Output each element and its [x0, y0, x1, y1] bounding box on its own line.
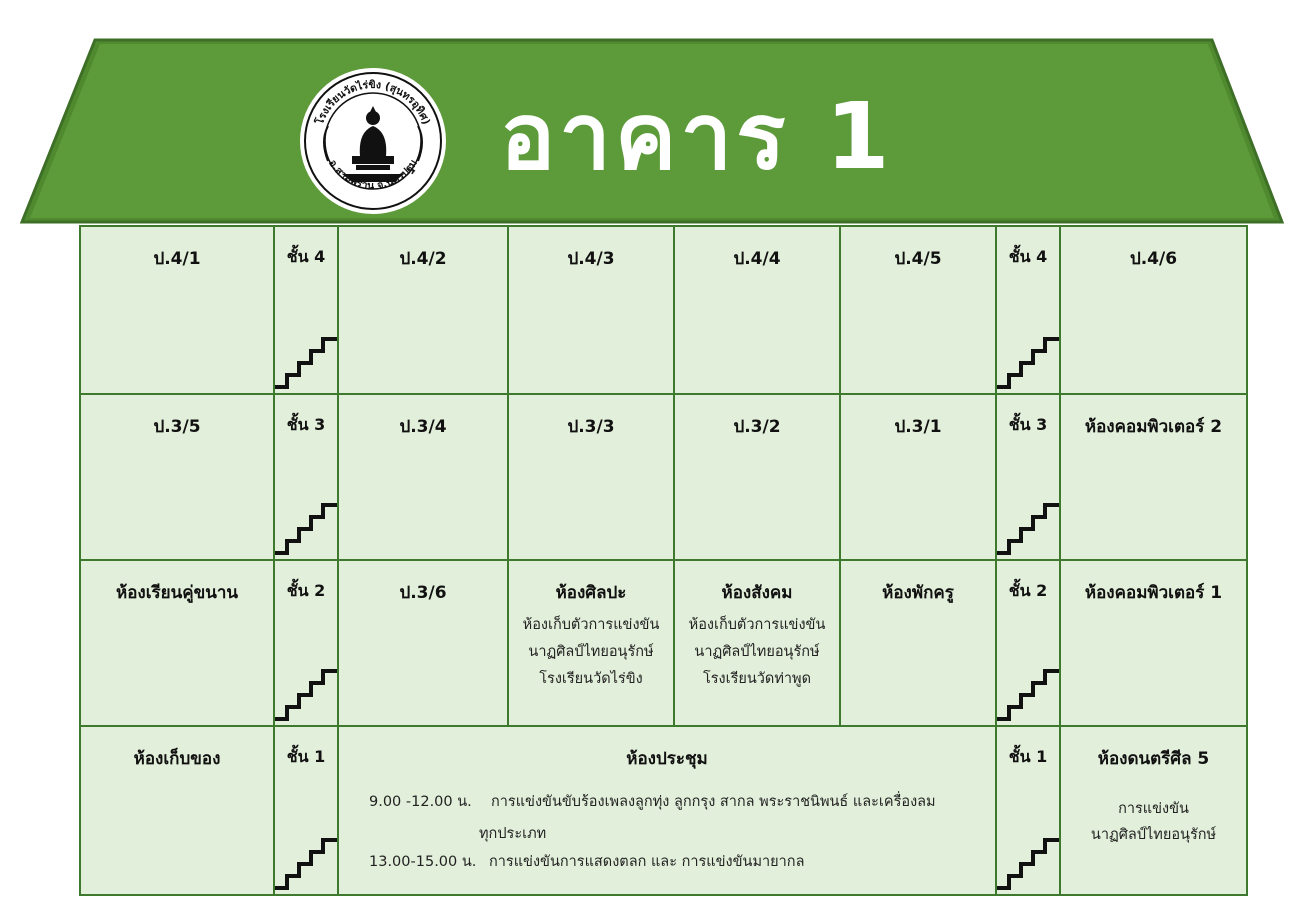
- room-p3-3: ป.3/3: [507, 393, 675, 561]
- stairs-left-floor-3: [273, 393, 339, 561]
- schedule-desc-morning-cont: ทุกประเภท: [479, 826, 547, 842]
- floor-label: ชั้น 3: [1008, 415, 1048, 434]
- floor-label: ชั้น 4: [1008, 247, 1048, 266]
- room-note: โรงเรียนวัดท่าพูด: [702, 671, 812, 687]
- school-logo: [298, 66, 448, 216]
- room-p4-4: ป.4/4: [673, 225, 841, 395]
- room-note: นาฏศิลป์ไทยอนุรักษ์: [694, 644, 820, 660]
- room-note: ห้องเก็บตัวการแข่งขัน: [688, 617, 826, 633]
- stairs-left-floor-2: [273, 559, 339, 727]
- floor-label: ชั้น 4: [286, 247, 326, 266]
- room-p3-6: ป.3/6: [337, 559, 509, 727]
- stairs-icon: [997, 832, 1063, 892]
- stairs-icon: [997, 331, 1063, 391]
- room-p4-5: ป.4/5: [839, 225, 997, 395]
- room-music: ห้องดนตรีศีล 5 การแข่งขัน นาฏศิลป์ไทยอนุรักษ์: [1059, 725, 1248, 896]
- room-p4-2: ป.4/2: [337, 225, 509, 395]
- stairs-right-floor-1: [995, 725, 1061, 896]
- building-title: อาคาร 1: [500, 83, 894, 190]
- room-computer-2: ห้องคอมพิวเตอร์ 2: [1059, 393, 1248, 561]
- room-note: นาฏศิลป์ไทยอนุรักษ์: [1090, 827, 1217, 843]
- stairs-right-floor-4: [995, 225, 1061, 395]
- floor-label: ชั้น 3: [286, 415, 326, 434]
- stairs-icon: [997, 663, 1063, 723]
- stairs-left-floor-4: [273, 225, 339, 395]
- logo-text-top: โรงเรียนวัดไร่ขิง (สุนทรอุทิศ): [313, 78, 433, 127]
- schedule-desc-afternoon: การแข่งขันการแสดงตลก และ การแข่งขันมายากล: [489, 854, 805, 870]
- room-p3-1: ป.3/1: [839, 393, 997, 561]
- logo-text-bottom: อ.สามพราน จ.นครปฐม: [326, 157, 420, 193]
- room-p3-5: ป.3/5: [79, 393, 275, 561]
- room-teachers-lounge: ห้องพักครู: [839, 559, 997, 727]
- room-social: ห้องสังคม ห้องเก็บตัวการแข่งขัน นาฏศิลป์ไทยอนุรักษ์ โรงเรียนวัดท่าพูด: [673, 559, 841, 727]
- room-p4-1: ป.4/1: [79, 225, 275, 395]
- room-p4-3: ป.4/3: [507, 225, 675, 395]
- room-note: ห้องเก็บตัวการแข่งขัน: [522, 617, 660, 633]
- floor-label: ชั้น 2: [286, 581, 326, 600]
- room-parallel-class: ห้องเรียนคู่ขนาน: [79, 559, 275, 727]
- stairs-icon: [997, 497, 1063, 557]
- room-note: การแข่งขัน: [1118, 801, 1189, 817]
- schedule-time-morning: 9.00 -12.00 น.: [369, 794, 472, 810]
- stairs-right-floor-2: [995, 559, 1061, 727]
- floor-label: ชั้น 1: [1008, 747, 1048, 766]
- schedule-time-afternoon: 13.00-15.00 น.: [369, 854, 477, 870]
- stairs-icon: [275, 663, 341, 723]
- room-p3-2: ป.3/2: [673, 393, 841, 561]
- floor-label: ชั้น 1: [286, 747, 326, 766]
- room-p3-4: ป.3/4: [337, 393, 509, 561]
- room-note: นาฏศิลป์ไทยอนุรักษ์: [528, 644, 654, 660]
- room-computer-1: ห้องคอมพิวเตอร์ 1: [1059, 559, 1248, 727]
- room-meeting-hall: ห้องประชุม 9.00 -12.00 น. การแข่งขันขับร้องเพลงลูกทุ่ง ลูกกรุง สากล พระราชนิพนธ์ และเครื่องลม ทุกประเภท 13.00-15.00 น. การแข่งขันการแสดงตลก และ การแข่งขันมายากล: [337, 725, 997, 896]
- stairs-icon: [275, 331, 341, 391]
- stairs-left-floor-1: [273, 725, 339, 896]
- room-art: ห้องศิลปะ ห้องเก็บตัวการแข่งขัน นาฏศิลป์ไทยอนุรักษ์ โรงเรียนวัดไร่ขิง: [507, 559, 675, 727]
- stairs-right-floor-3: [995, 393, 1061, 561]
- room-p4-6: ป.4/6: [1059, 225, 1248, 395]
- stairs-icon: [275, 832, 341, 892]
- stairs-icon: [275, 497, 341, 557]
- room-note: โรงเรียนวัดไร่ขิง: [539, 671, 643, 687]
- schedule-desc-morning: การแข่งขันขับร้องเพลงลูกทุ่ง ลูกกรุง สากล พระราชนิพนธ์ และเครื่องลม: [491, 794, 936, 810]
- building-floor-plan: [79, 225, 1242, 893]
- room-storage: ห้องเก็บของ: [79, 725, 275, 896]
- floor-label: ชั้น 2: [1008, 581, 1048, 600]
